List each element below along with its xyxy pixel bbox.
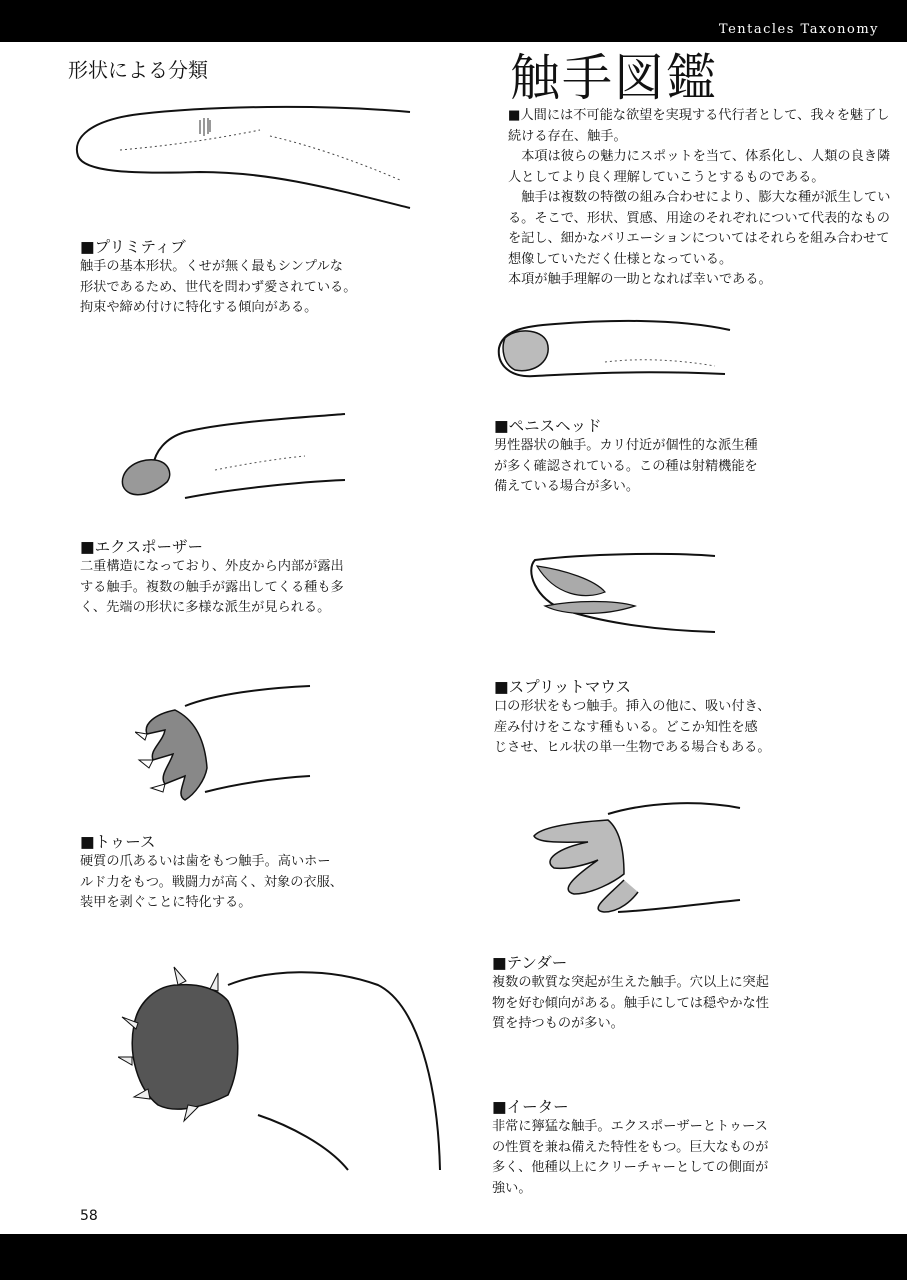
intro-paragraph-1: ■人間には不可能な欲望を実現する代行者として、我々を魅了し続ける存在、触手。 bbox=[508, 108, 890, 144]
primitive-tentacle-illustration bbox=[70, 100, 415, 215]
entry-penis-head bbox=[494, 417, 758, 498]
entry-title: ■エクスポーザー bbox=[80, 538, 203, 556]
entry-split-mouth bbox=[494, 678, 771, 759]
entry-line: 口の形状をもつ触手。挿入の他に、吸い付き、 bbox=[494, 699, 771, 714]
entry-line: 拘束や締め付けに特化する傾向がある。 bbox=[80, 300, 318, 315]
entry-line: く、先端の形状に多様な派生が見られる。 bbox=[80, 600, 331, 615]
entry-primitive bbox=[80, 238, 356, 319]
entry-line: ルド力をもつ。戦闘力が高く、対象の衣服、 bbox=[80, 874, 343, 890]
intro-paragraph-3: 触手は複数の特徴の組み合わせにより、膨大な種が派生している。そこで、形状、質感、用途のそれぞれについて代表的なものを記し、細かなバリエーションについてはそれらを組み合わせて想像していただく仕様となっている。 bbox=[508, 190, 891, 267]
entry-line: 備えている場合が多い。 bbox=[494, 479, 640, 494]
split-mouth-illustration bbox=[525, 550, 720, 640]
entry-title: ■プリミティブ bbox=[80, 238, 186, 256]
entry-line: 装甲を剥ぐことに特化する。 bbox=[80, 895, 252, 910]
entry-tooth bbox=[80, 833, 343, 914]
entry-line: 質を持つものが多い。 bbox=[492, 1016, 624, 1031]
exposer-illustration bbox=[115, 410, 350, 510]
entry-line: の性質を兼ね備えた特性をもつ。巨大なものが bbox=[492, 1139, 769, 1155]
entry-title: ■イーター bbox=[492, 1098, 569, 1116]
tooth-illustration bbox=[135, 680, 315, 805]
entry-title: ■テンダー bbox=[492, 954, 568, 972]
entry-title: ■スプリットマウス bbox=[494, 678, 631, 696]
intro-text bbox=[508, 106, 894, 291]
entry-description bbox=[492, 973, 769, 1035]
entry-line: 形状であるため、世代を問わず愛されている。 bbox=[80, 279, 357, 295]
page-title: 触手図鑑 bbox=[510, 49, 718, 107]
entry-line: 複数の軟質な突起が生えた触手。穴以上に突起 bbox=[492, 975, 769, 990]
entry-line: じさせ、ヒル状の単一生物である場合もある。 bbox=[494, 740, 771, 755]
page-number: 58 bbox=[80, 1208, 98, 1224]
intro-paragraph-2: 本項は彼らの魅力にスポットを当て、体系化し、人類の良き隣人としてより良く理解していこうとするものである。 bbox=[508, 149, 891, 185]
entry-title: ■トゥース bbox=[80, 833, 156, 851]
entry-line: 多く、他種以上にクリーチャーとしての側面が bbox=[492, 1160, 769, 1175]
eater-illustration bbox=[118, 965, 443, 1175]
entry-line: 強い。 bbox=[492, 1180, 532, 1196]
entry-description bbox=[80, 257, 356, 319]
header-bar bbox=[0, 0, 907, 42]
entry-description bbox=[494, 697, 771, 759]
entry-line: 産み付けをこなす種もいる。どこか知性を感 bbox=[494, 719, 758, 735]
intro-paragraph-4: 本項が触手理解の一助となれば幸いである。 bbox=[508, 272, 772, 287]
footer-bar bbox=[0, 1234, 907, 1280]
entry-line: 二重構造になっており、外皮から内部が露出 bbox=[80, 559, 344, 574]
entry-line: 男性器状の触手。カリ付近が個性的な派生種 bbox=[494, 438, 758, 453]
entry-title: ■ペニスヘッド bbox=[494, 417, 602, 435]
entry-line: が多く確認されている。この種は射精機能を bbox=[494, 458, 758, 474]
entry-description bbox=[80, 557, 344, 619]
entry-description bbox=[80, 852, 343, 914]
entry-eater bbox=[492, 1098, 768, 1199]
section-heading: 形状による分類 bbox=[68, 58, 208, 82]
entry-line: する触手。複数の触手が露出してくる種も多 bbox=[80, 579, 344, 595]
entry-description bbox=[494, 436, 758, 498]
entry-line: 触手の基本形状。くせが無く最もシンプルな bbox=[80, 259, 343, 274]
header-title: Tentacles Taxonomy bbox=[718, 22, 879, 37]
entry-line: 物を好む傾向がある。触手にしては穏やかな性 bbox=[492, 995, 769, 1011]
penis-head-illustration bbox=[495, 312, 735, 390]
entry-line: 硬質の爪あるいは歯をもつ触手。高いホー bbox=[80, 854, 331, 869]
entry-exposer bbox=[80, 538, 344, 619]
entry-tender bbox=[492, 954, 769, 1035]
entry-description bbox=[492, 1117, 768, 1199]
tender-illustration bbox=[528, 800, 743, 920]
entry-line: 非常に獰猛な触手。エクスポーザーとトゥース bbox=[492, 1119, 768, 1134]
